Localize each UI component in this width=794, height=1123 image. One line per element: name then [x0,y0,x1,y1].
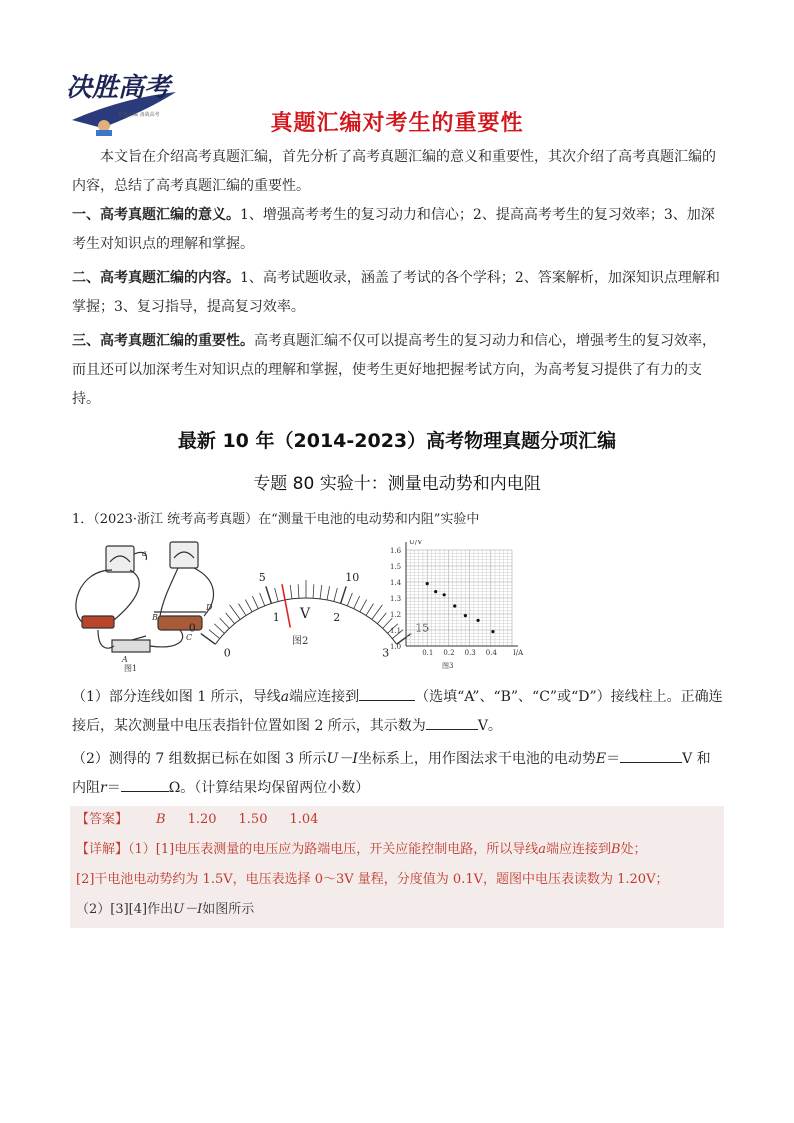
meter-bottom-tick-label: 2 [333,610,341,624]
answer-panel [70,806,724,928]
meter-tick [260,593,265,606]
meter-tick [290,585,292,599]
fig1-label-D: D [206,603,213,612]
page-title: 真题汇编对考生的重要性 [270,111,524,136]
detail-text: 端应连接到 [545,842,611,857]
meter-top-tick-label: 15 [415,621,430,635]
meter-needle [282,584,290,627]
meter-tick [327,586,330,600]
meter-tick [226,613,235,624]
section-2-heading: 二、高考真题汇编的内容。 [72,270,240,286]
fig1-label-a: a [142,549,147,558]
section-2-body: 1、高考试题收录，涵盖了考试的各个学科；2、答案解析，加深知识点理解和掌握；3、复习指导，提高复习效率。 [72,270,720,315]
meter-tick [275,588,278,602]
fig2-caption: 图2 [292,636,309,647]
answer-value: B [156,812,166,827]
meter-bottom-tick-label: 0 [223,646,231,660]
section-3-body: 高考真题汇编不仅可以提高考生的复习动力和信心，增强考生的复习效率，而且还可以加深考生对知识点的理解和掌握，使考生更好地把握考试方向，为高考复习提供了有力的支持。 [72,333,716,407]
answer-value: 1.20 [187,812,217,827]
section-2-paragraph [72,264,724,322]
wire [160,568,178,616]
fig1-label-C: C [186,633,193,642]
part2-eq-1: ＝ [606,751,621,767]
fig3-caption: 图3 [442,662,454,670]
meter-tick [238,604,246,616]
detail-text: （1）[1]电压表测量的电压应为路端电压，开关应能控制电路，所以导线 [128,842,539,857]
section-1-heading: 一、高考真题汇编的意义。 [72,207,240,223]
part2-text-b: 坐标系上，用作图法求干电池的电动势 [357,751,596,767]
part1-var-a: a [280,689,290,705]
data-point [464,614,467,617]
detail-var-a: a [538,842,546,857]
answer-blank-4[interactable] [121,777,169,792]
answer-value: 1.50 [238,812,268,827]
logo-text: 决胜高考 [66,73,171,103]
part2-text-f: Ω。（计算结果均保留两位小数） [168,780,370,796]
meter-tick [377,613,386,624]
meter-tick [334,588,337,602]
question-stem: 1．（2023·浙江 统考高考真题）在“测量干电池的电动势和内阻”实验中 [72,512,480,527]
answer-blank-3[interactable] [620,748,682,763]
meter-tick [347,593,352,606]
meter-tick [209,630,220,639]
data-point [426,582,429,585]
topic-subtitle: 专题 80 实验十：测量电动势和内电阻 [253,474,541,494]
x-tick-label: 0.1 [422,649,434,657]
detail-ui: U－I [173,902,203,917]
fig1-label-B: B [152,613,158,622]
part2-var-E: E [595,751,607,767]
answer-label: 【答案】 [76,812,129,827]
question-part-1 [72,683,724,741]
section-1-paragraph [72,201,724,259]
meter-tick [245,600,252,612]
ammeter [170,542,198,568]
meter-tick [230,605,241,620]
part1-text-c: （选填“A”、“B”、“C”或“D”）接线柱上。正确连接后，某次测量中电压表指针位置如图 2 所示，其示数为 [72,689,723,734]
section-3-paragraph [72,327,724,414]
y-tick-label: 1.6 [390,547,402,555]
y-tick-label: 1.1 [390,627,402,635]
part1-text-b: 端应连接到 [289,689,360,705]
meter-tick [372,605,383,620]
part2-text-a: （2）测得的 7 组数据已标在如图 3 所示 [72,751,327,767]
x-tick-label: 0.4 [485,649,497,657]
x-tick-label: 0.2 [443,649,455,657]
detail-label: 【详解】 [76,842,129,857]
meter-top-tick-label: 0 [188,621,196,635]
answer-blank-2[interactable] [426,715,478,730]
question-part-2 [72,745,724,803]
data-point [443,593,446,596]
meter-tick [214,624,224,634]
meter-tick [341,586,347,603]
section-1-body: 1、增强高考考生的复习动力和信心；2、提高高考考生的复习效率；3、加深考生对知识点的理解和掌握。 [72,207,715,252]
part2-ui: U－I [326,751,358,767]
answer-value: 1.04 [289,812,319,827]
wire [76,570,112,622]
fig1-caption: 图1 [124,664,138,672]
wire [114,570,139,620]
y-tick-label: 1.0 [390,643,402,651]
meter-tick [320,585,322,599]
detail-text: 处； [620,842,647,857]
y-tick-label: 1.3 [390,595,402,603]
x-axis-label: I/A [513,649,524,657]
answer-blank-1[interactable] [359,686,415,701]
meter-tick [298,584,299,598]
data-point [453,604,456,607]
detail-line-1 [76,840,647,860]
meter-top-tick-label: 5 [258,570,266,584]
data-point [491,630,494,633]
collection-title: 最新 10 年（2014-2023）高考物理真题分项汇编 [177,430,617,452]
meter-bottom-tick-label: 1 [272,610,280,624]
part1-text-a: （1）部分连线如图 1 所示，导线 [72,689,281,705]
intro-paragraph: 本文旨在介绍高考真题汇编，首先分析了高考真题汇编的意义和重要性，其次介绍了高考真题汇编的内容，总结了高考真题汇编的重要性。 [72,149,716,194]
y-tick-label: 1.5 [390,563,402,571]
fig1-label-A: A [122,655,128,664]
meter-tick [220,618,230,628]
meter-tick [360,600,367,612]
wire [150,630,183,647]
meter-tick [201,634,216,645]
y-tick-label: 1.4 [390,579,402,587]
detail-line-3 [76,900,254,920]
fig1-circuit [76,542,214,652]
voltmeter [106,546,134,572]
meter-tick [252,596,258,609]
meter-bottom-tick-label: 3 [382,646,390,660]
meter-tick [266,586,272,603]
part1-text-d: V。 [477,718,502,734]
logo-slogan: 真题汇编 备战高考 [118,112,160,118]
answer-row [76,810,318,830]
meter-tick [354,596,360,609]
meter-tick [313,584,314,598]
detail-text: （2）[3][4]作出 [76,902,174,917]
y-axis-label: U/V [409,540,423,546]
switch [112,640,150,652]
question-figures [68,540,528,672]
data-point [476,619,479,622]
detail-line-2: [2]干电池电动势约为 1.5V，电压表选择 0～3V 量程，分度值为 0.1V，题图中电压表读数为 1.20V； [76,872,669,887]
part2-text-d: V 和内阻 [72,751,711,796]
battery [82,616,114,628]
part2-var-r: r [100,780,107,796]
data-point [434,590,437,593]
x-tick-label: 0.3 [464,649,476,657]
detail-var-B: B [610,842,621,857]
part2-eq-2: ＝ [106,780,121,796]
detail-text: 如图所示 [202,902,255,917]
meter-unit: V [300,606,311,622]
section-3-heading: 三、高考真题汇编的重要性。 [72,333,254,349]
meter-tick [366,604,374,616]
meter-top-tick-label: 10 [345,570,360,584]
y-tick-label: 1.2 [390,611,402,619]
fig3-graph [390,540,524,657]
